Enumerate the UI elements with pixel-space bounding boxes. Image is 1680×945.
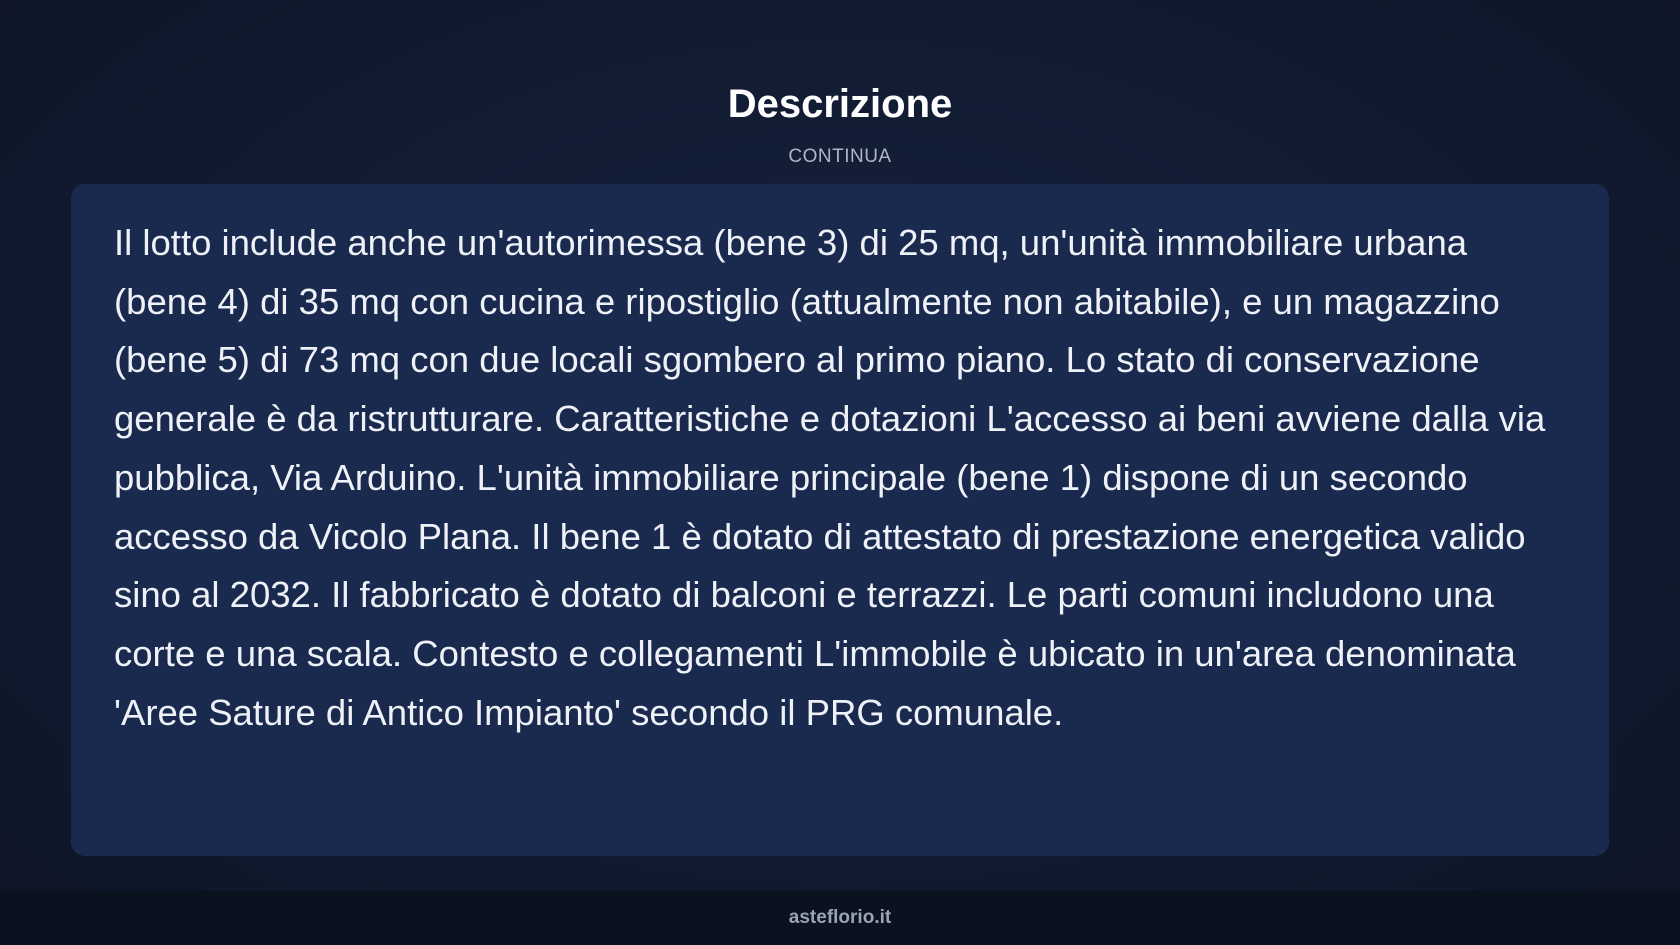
page-subtitle: CONTINUA (788, 146, 892, 167)
footer-bar (0, 891, 1680, 945)
page-title: Descrizione (727, 82, 953, 126)
description-text: Il lotto include anche un'autorimessa (bene 3) di 25 mq, un'unità immobiliare urbana (bene 4) di 35 mq con cucina e ripostiglio (attualmente non abitabile), e un magazzino (bene 5) di 73 mq con due locali sgombero al primo piano. Lo stato di conservazione generale è da ristrutturare. Caratteristiche e dotazioni L'accesso ai beni avviene dalla via pubblica, Via Arduino. L'unità immobiliare principale (bene 1) dispone di un secondo accesso da Vicolo Plana. Il bene 1 è dotato di attestato di prestazione energetica valido sino al 2032. Il fabbricato è dotato di balconi e terrazzi. Le parti comuni includono una corte e una scala. Contesto e collegamenti L'immobile è ubicato in un'area denominata 'Aree Sature di Antico Impianto' secondo il PRG comunale. (114, 222, 1546, 733)
footer-site-link[interactable]: asteflorio.it (788, 907, 892, 928)
description-card (71, 184, 1609, 856)
